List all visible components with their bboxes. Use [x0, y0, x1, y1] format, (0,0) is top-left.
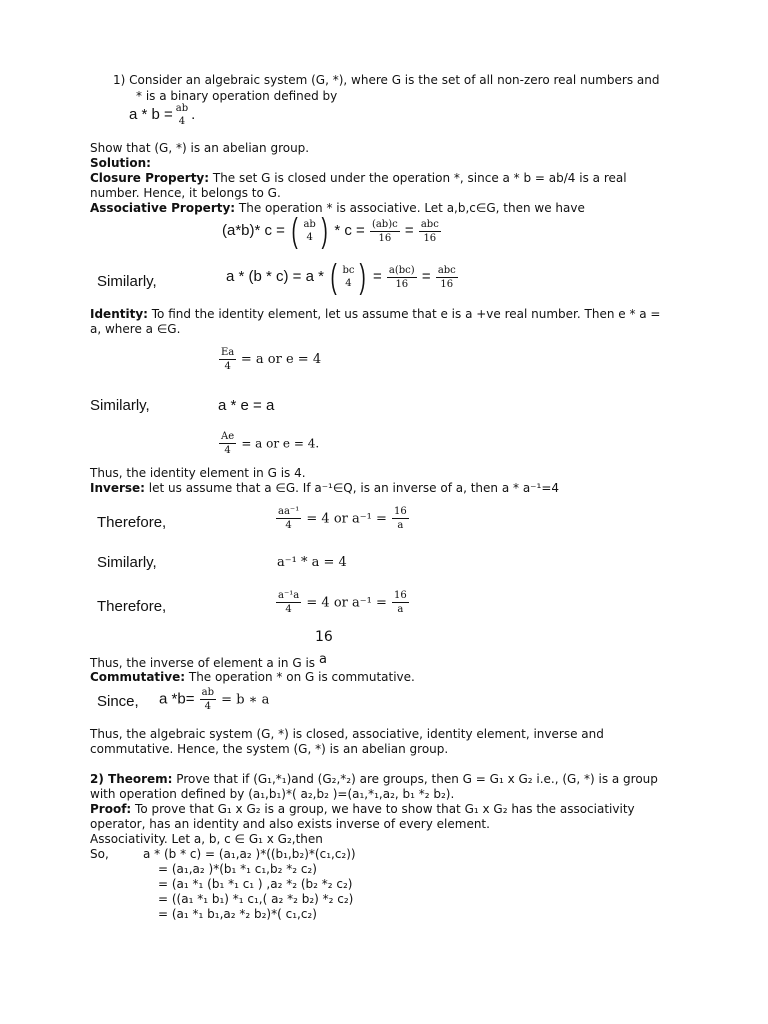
operation-definition — [129, 102, 195, 128]
closure-text-cont: number. Hence, it belongs to G. — [90, 186, 281, 200]
equation-lhs: a * (b * c) = a * — [226, 267, 324, 285]
fraction-denominator: 4 — [224, 445, 231, 456]
therefore-label-2: Therefore, — [97, 598, 167, 615]
commutative-equation — [159, 686, 269, 713]
equation-middle: = 4 or a⁻¹ = — [306, 595, 387, 611]
equation-rest: = b ∗ a — [221, 692, 270, 708]
fraction-numerator: ab — [201, 687, 214, 698]
conclusion-line-2: commutative. Hence, the system (G, *) is an abelian group. — [90, 742, 449, 756]
identity-paragraph — [90, 307, 660, 322]
equation-middle: = 4 or a⁻¹ = — [306, 511, 387, 527]
inverse-equation-1 — [275, 505, 410, 532]
identity-text: To find the identity element, let us assume that e is a +ve real number. Then e * a = — [147, 307, 661, 321]
definition-fraction — [174, 102, 190, 128]
proof-step: = (a₁ *₁ b₁,a₂ *₂ b₂)*( c₁,c₂) — [158, 907, 317, 921]
definition-period: . — [191, 105, 196, 123]
theorem-paragraph — [90, 772, 658, 787]
fraction-denominator: 4 — [204, 701, 211, 712]
fraction-numerator: abc — [420, 218, 439, 230]
fraction-16-a — [392, 505, 409, 532]
proof-step: a * (b * c) = (a₁,a₂ )*((b₁,b₂)*(c₁,c₂)) — [143, 847, 356, 861]
so-label: So, — [90, 847, 109, 861]
proof-step: = (a₁ *₁ (b₁ *₁ c₁ ) ,a₂ *₂ (b₂ *₂ c₂) — [158, 877, 353, 891]
fraction-numerator: (ab)c — [371, 218, 398, 230]
therefore-label-1: Therefore, — [97, 514, 167, 531]
inverse-result-numerator: 16 — [315, 629, 333, 645]
right-paren: ) — [321, 212, 328, 250]
equation-rest: = a or e = 4 — [240, 351, 322, 367]
equals-sign: = — [404, 221, 414, 239]
equals-sign: = — [372, 267, 382, 285]
theorem-text: Prove that if (G₁,*₁)and (G₂,*₂) are groups, then G = G₁ x G₂ i.e., (G, *) is a group — [172, 772, 658, 786]
fraction-numerator: bc — [342, 265, 355, 276]
fraction-ea-4 — [219, 346, 236, 373]
inverse-paragraph — [90, 481, 559, 496]
commutative-paragraph — [90, 670, 415, 685]
fraction-ae-4 — [219, 430, 236, 457]
proof-paragraph — [90, 802, 635, 817]
associative-equation-1 — [222, 214, 442, 248]
left-paren: ( — [291, 212, 298, 250]
fraction-aa-inverse-4 — [276, 505, 301, 532]
similarly-label-1: Similarly, — [97, 273, 157, 290]
associative-heading: Associative Property: — [90, 201, 236, 215]
fraction-numerator: Ae — [221, 431, 235, 442]
fraction-denominator: 16 — [395, 278, 409, 290]
left-paren: ( — [330, 258, 337, 296]
similarly-label-2: Similarly, — [90, 397, 150, 414]
fraction-denominator: 4 — [224, 361, 231, 372]
commutative-text: The operation * on G is commutative. — [185, 670, 415, 684]
fraction-numerator: abc — [437, 264, 456, 276]
equation-lhs: a *b= — [159, 690, 195, 708]
associative-text: The operation * is associative. Let a,b,c∈G, then we have — [235, 201, 585, 215]
fraction-denominator: 16 — [440, 278, 454, 290]
identity-equation-2 — [218, 430, 319, 457]
fraction-abc-16-b — [436, 264, 458, 291]
fraction-numerator: 16 — [394, 506, 407, 517]
proof-step: = (a₁,a₂ )*(b₁ *₁ c₁,b₂ *₂ c₂) — [158, 862, 317, 876]
proof-heading: Proof: — [90, 802, 132, 816]
conclusion-line-1: Thus, the algebraic system (G, *) is closed, associative, identity element, inverse and — [90, 727, 604, 741]
fraction-numerator: 16 — [394, 590, 407, 601]
closure-heading: Closure Property: — [90, 171, 210, 185]
inverse-text: let us assume that a ∈G. If a⁻¹∈Q, is an inverse of a, then a * a⁻¹=4 — [144, 481, 560, 495]
identity-heading: Identity: — [90, 307, 148, 321]
identity-text-cont: a, where a ∈G. — [90, 322, 181, 336]
fraction-abc-16 — [370, 218, 400, 245]
proof-text-cont: operator, has an identity and also exists inverse of every element. — [90, 817, 490, 831]
identity-conclusion: Thus, the identity element in G is 4. — [90, 466, 306, 480]
fraction-denominator: 4 — [178, 116, 186, 127]
proof-step: = ((a₁ *₁ b₁) *₁ c₁,( a₂ *₂ b₂) *₂ c₂) — [158, 892, 354, 906]
fraction-numerator: ab — [175, 103, 189, 114]
inverse-equation-middle: a⁻¹ * a = 4 — [277, 555, 347, 570]
fraction-bc-4 — [340, 264, 356, 290]
equation-middle: * c = — [334, 221, 365, 239]
theorem-heading: 2) Theorem: — [90, 772, 173, 786]
theorem-text-cont: with operation defined by (a₁,b₁)*( a₂,b₂ )=(a₁,*₁,a₂, b₁ *₂ b₂). — [90, 787, 455, 801]
question-1-intro: 1) Consider an algebraic system (G, *), where G is the set of all non-zero real numbers and — [113, 73, 660, 87]
fraction-denominator: 16 — [423, 232, 437, 244]
definition-lhs: a * b = — [129, 105, 173, 123]
closure-text: The set G is closed under the operation *, since a * b = ab/4 is a real — [209, 171, 627, 185]
question-1-intro-cont: * is a binary operation defined by — [136, 89, 338, 103]
commutative-heading: Commutative: — [90, 670, 186, 684]
fraction-denominator: a — [397, 604, 404, 615]
inverse-conclusion: Thus, the inverse of element a in G is — [90, 656, 316, 670]
right-paren: ) — [360, 258, 367, 296]
fraction-16-a — [392, 589, 409, 616]
identity-equation-1 — [218, 346, 321, 373]
fraction-numerator: ab — [303, 219, 316, 230]
inverse-result-denominator: a — [319, 652, 327, 667]
fraction-denominator: 4 — [306, 232, 313, 243]
fraction-numerator: aa⁻¹ — [278, 506, 300, 517]
equation-rest: = a or e = 4. — [241, 436, 320, 451]
fraction-numerator: a⁻¹a — [278, 590, 300, 601]
identity-equation-middle: a * e = a — [218, 397, 275, 414]
fraction-denominator: 4 — [285, 604, 292, 615]
solution-heading: Solution: — [90, 156, 151, 170]
fraction-denominator: a — [397, 520, 404, 531]
fraction-ab-4 — [301, 218, 317, 244]
associative-equation-2 — [226, 260, 459, 294]
equals-sign: = — [421, 267, 431, 285]
fraction-abc-16-b — [419, 218, 441, 245]
fraction-ab-4 — [200, 686, 216, 713]
since-label: Since, — [97, 693, 139, 710]
proof-text: To prove that G₁ x G₂ is a group, we have to show that G₁ x G₂ has the associativity — [131, 802, 635, 816]
fraction-denominator: 16 — [378, 232, 392, 244]
fraction-denominator: 4 — [285, 520, 292, 531]
fraction-denominator: 4 — [345, 278, 352, 289]
fraction-numerator: a(bc) — [388, 264, 415, 276]
associativity-line: Associativity. Let a, b, c ∈ G₁ x G₂,then — [90, 832, 323, 846]
inverse-heading: Inverse: — [90, 481, 145, 495]
fraction-numerator: Ea — [221, 347, 235, 358]
closure-paragraph — [90, 171, 627, 186]
fraction-abc-16 — [387, 264, 417, 291]
similarly-label-3: Similarly, — [97, 554, 157, 571]
show-statement: Show that (G, *) is an abelian group. — [90, 141, 310, 155]
fraction-a-inverse-a-4 — [276, 589, 301, 616]
inverse-equation-2 — [275, 589, 410, 616]
equation-lhs: (a*b)* c = — [222, 221, 285, 239]
